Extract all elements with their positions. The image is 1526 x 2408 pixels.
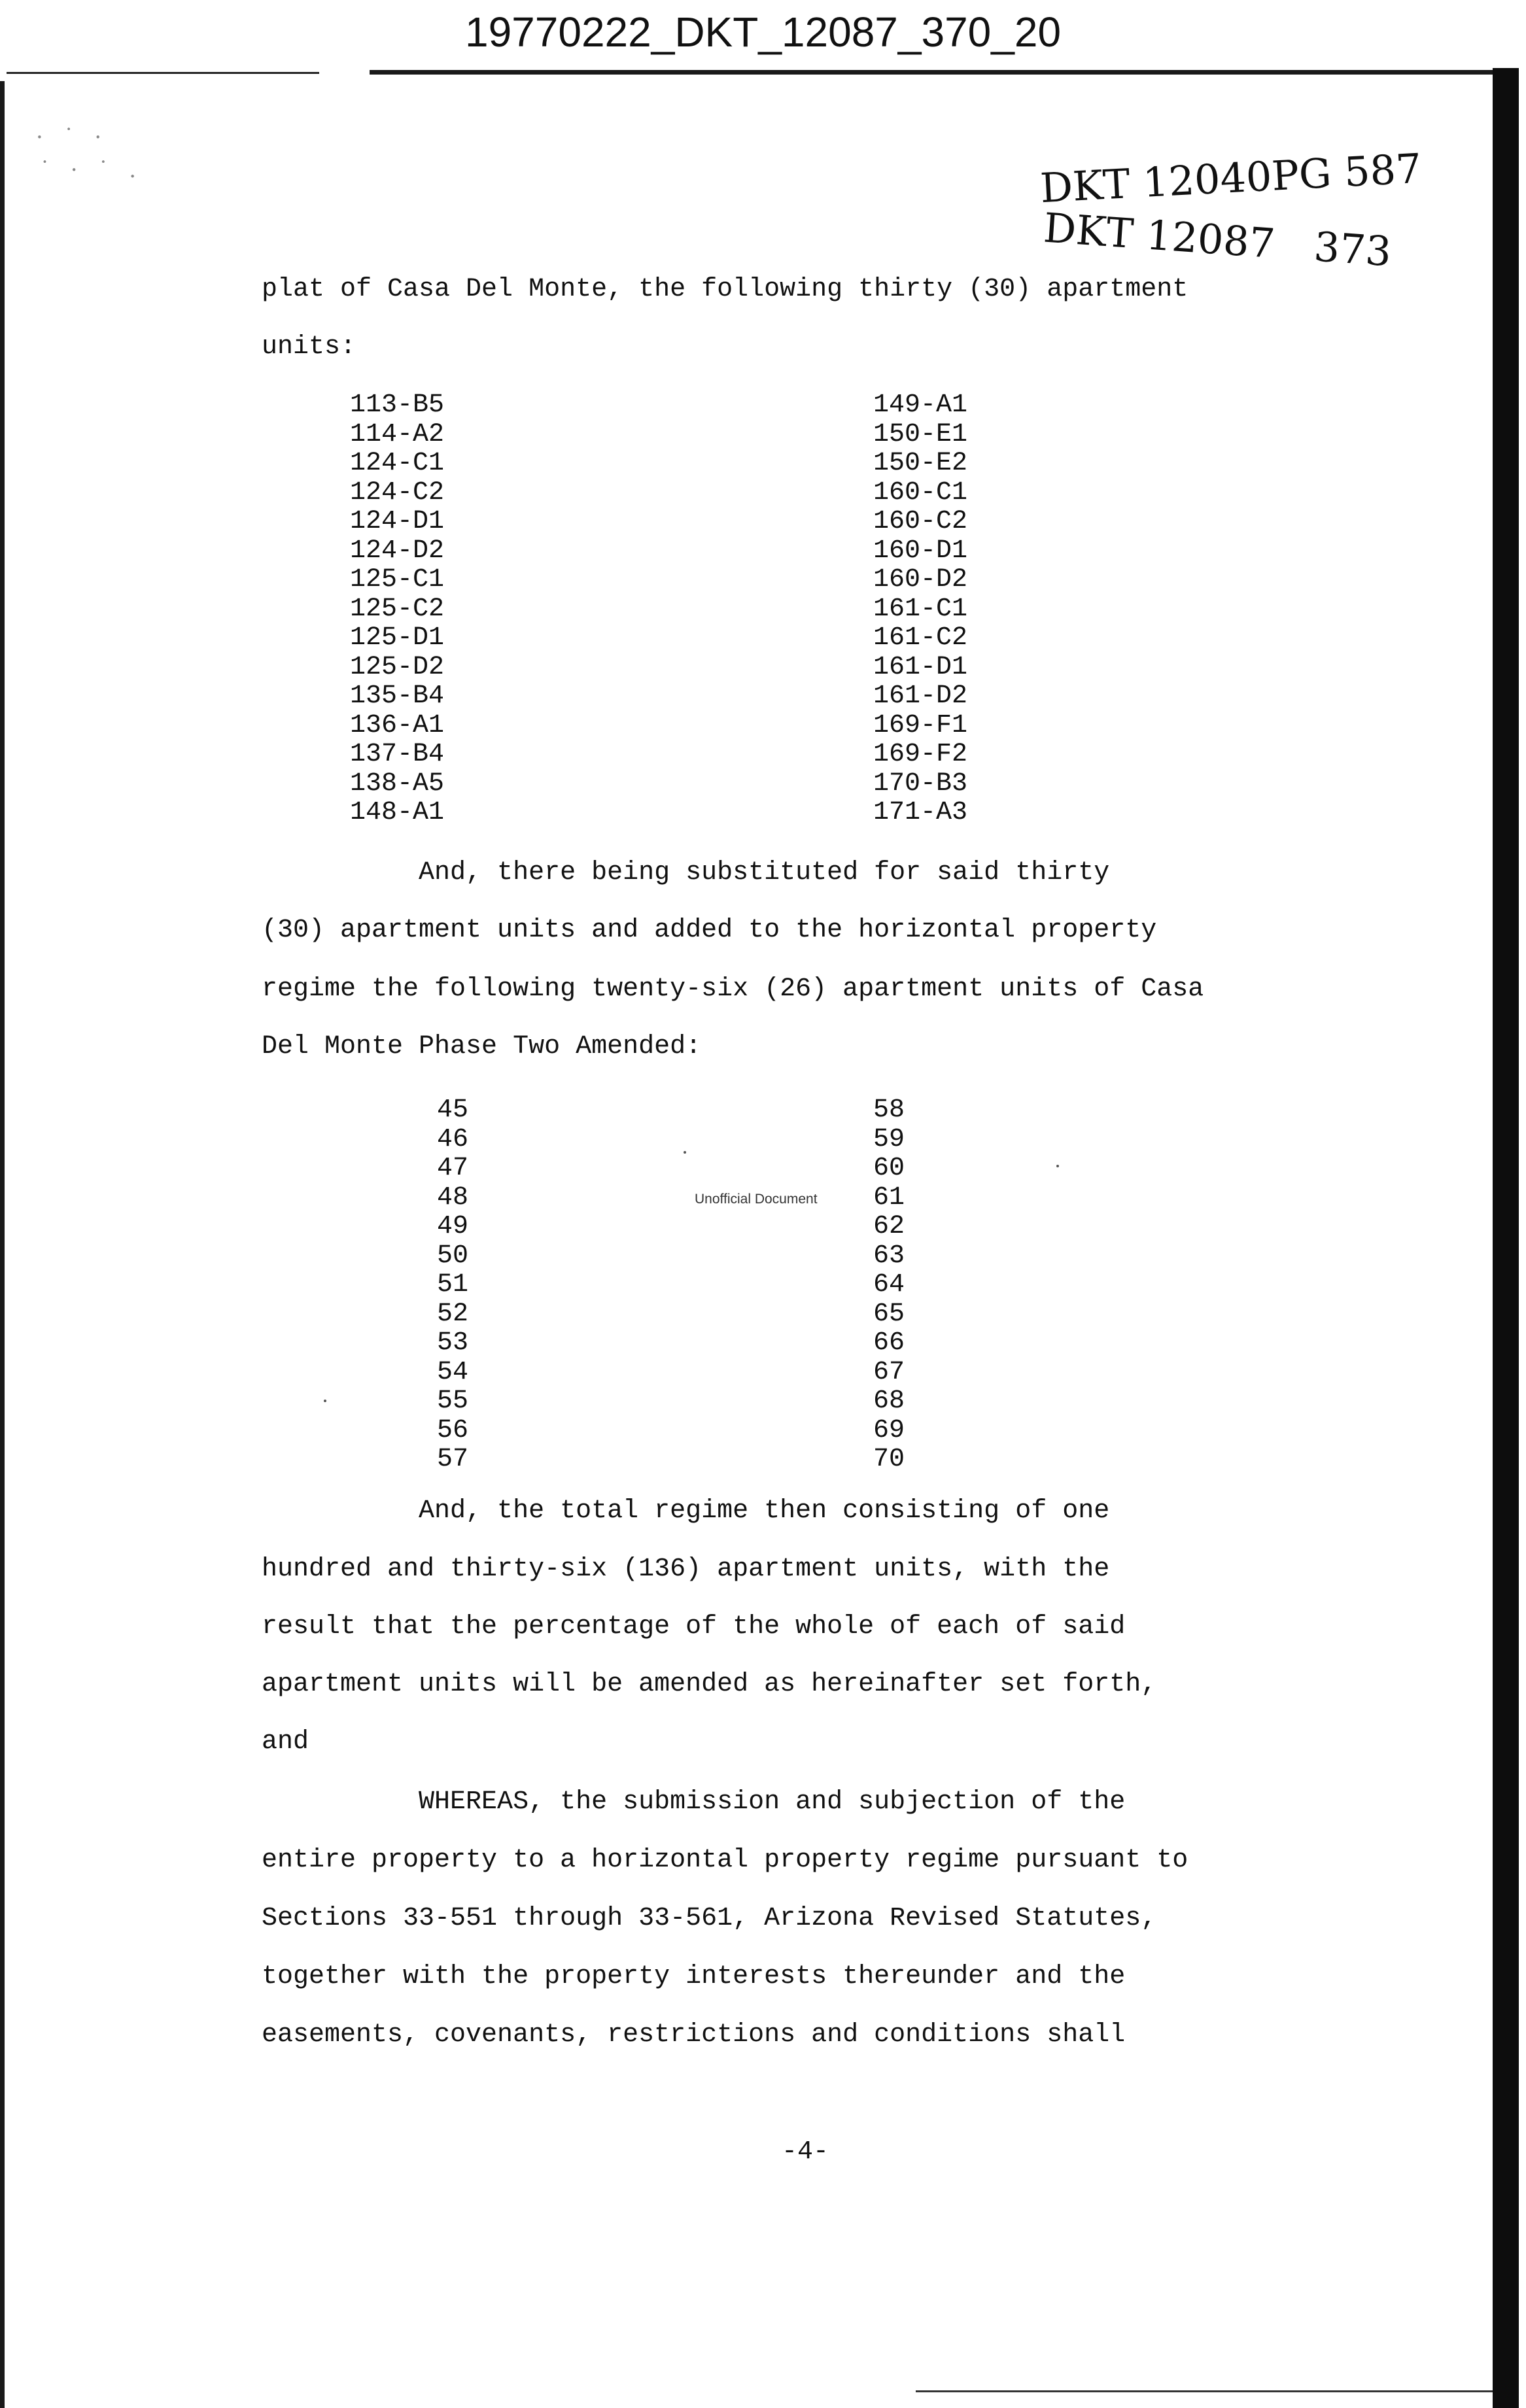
unit-item: 124-D1 <box>350 507 445 536</box>
unit-item: 150-E2 <box>873 449 968 478</box>
unit-item: 48 <box>437 1182 469 1213</box>
paragraph-line: WHEREAS, the submission and subjection of the <box>262 1787 1126 1817</box>
unit-item: 114-A2 <box>350 419 445 449</box>
paragraph-line: together with the property interests thereunder and the <box>262 1962 1126 1991</box>
scan-speck <box>1056 1165 1059 1167</box>
unit-item: 150-E1 <box>873 419 968 449</box>
unit-item: 52 <box>437 1299 469 1329</box>
unit-item: 57 <box>437 1445 469 1474</box>
unit-item: 63 <box>873 1241 905 1271</box>
unit-item: 61 <box>873 1182 905 1213</box>
intro-line: units: <box>262 332 356 362</box>
unit-item: 137-B4 <box>350 740 445 769</box>
unit-item: 67 <box>873 1357 905 1387</box>
unit-item: 45 <box>437 1095 469 1125</box>
scan-smudge: · ˙ · <box>36 124 109 150</box>
unit-item: 125-C1 <box>350 565 445 594</box>
unit-item: 160-C1 <box>873 477 968 507</box>
unit-item: 65 <box>873 1299 905 1329</box>
paragraph-line: easements, covenants, restrictions and conditions shall <box>262 2020 1126 2050</box>
unit-item: 53 <box>437 1328 469 1358</box>
unit-item: 50 <box>437 1241 469 1271</box>
unit-item: 125-C2 <box>350 594 445 624</box>
unit-item: 160-D1 <box>873 536 968 566</box>
scan-speck <box>324 1400 326 1402</box>
paragraph-line: apartment units will be amended as hereinafter set forth, <box>262 1670 1157 1699</box>
unit-item: 47 <box>437 1154 469 1183</box>
page-frame-top-left <box>7 72 319 74</box>
removed-units-right-column <box>873 391 967 828</box>
unit-item: 58 <box>873 1095 905 1125</box>
unit-item: 124-C2 <box>350 477 445 507</box>
unit-item: 160-C2 <box>873 507 968 536</box>
paragraph-line: regime the following twenty-six (26) apartment units of Casa <box>262 974 1204 1004</box>
paragraph-line: And, the total regime then consisting of one <box>262 1496 1110 1526</box>
paragraph-line: and <box>262 1727 309 1757</box>
page-frame-right <box>1493 68 1519 2408</box>
document-id-header: 19770222_DKT_12087_370_20 <box>464 9 1062 56</box>
scan-speck <box>684 1151 686 1154</box>
unit-item: 124-D2 <box>350 536 445 566</box>
unit-item: 148-A1 <box>350 798 445 827</box>
paragraph-line: entire property to a horizontal property regime pursuant to <box>262 1846 1188 1875</box>
unit-item: 170-B3 <box>873 768 968 799</box>
page-number: -4- <box>782 2137 829 2167</box>
docket-page-number: 373 <box>1312 222 1393 276</box>
paragraph-line: (30) apartment units and added to the horizontal property <box>262 916 1157 945</box>
unit-item: 125-D1 <box>350 623 445 653</box>
unit-item: 70 <box>873 1445 905 1474</box>
unit-item: 124-C1 <box>350 449 445 478</box>
unit-item: 136-A1 <box>350 710 445 740</box>
paragraph-line: Sections 33-551 through 33-561, Arizona Revised Statutes, <box>262 1904 1157 1933</box>
unit-item: 169-F2 <box>873 740 968 769</box>
unit-item: 64 <box>873 1270 905 1299</box>
removed-units-left-column <box>350 391 444 828</box>
docket-stamp-bottom <box>1042 204 1393 276</box>
docket-stamp-top: DKT 12040PG 587 <box>1039 144 1423 213</box>
unit-item: 66 <box>873 1328 905 1358</box>
unit-item: 51 <box>437 1270 469 1299</box>
unit-item: 60 <box>873 1154 905 1183</box>
unit-item: 68 <box>873 1386 905 1416</box>
unit-item: 138-A5 <box>350 768 445 799</box>
unofficial-document-watermark: Unofficial Document <box>695 1192 818 1207</box>
added-units-right-column <box>873 1096 905 1475</box>
unit-item: 161-C1 <box>873 594 968 624</box>
unit-item: 55 <box>437 1386 469 1416</box>
unit-item: 56 <box>437 1415 469 1445</box>
intro-line: plat of Casa Del Monte, the following thirty (30) apartment <box>262 275 1188 304</box>
unit-item: 171-A3 <box>873 798 968 827</box>
scan-smudge: ˙ · ˙ . <box>39 157 143 183</box>
unit-item: 69 <box>873 1415 905 1445</box>
added-units-left-column <box>437 1096 468 1475</box>
unit-item: 59 <box>873 1124 905 1154</box>
unit-item: 161-D2 <box>873 681 968 711</box>
unit-item: 54 <box>437 1357 469 1387</box>
page-frame-top <box>370 70 1497 75</box>
page-frame-left <box>0 81 5 2408</box>
page-frame-bottom <box>916 2390 1493 2392</box>
unit-item: 49 <box>437 1212 469 1241</box>
unit-item: 160-D2 <box>873 565 968 594</box>
paragraph-line: And, there being substituted for said thirty <box>262 858 1110 887</box>
unit-item: 46 <box>437 1124 469 1154</box>
paragraph-line: hundred and thirty-six (136) apartment units, with the <box>262 1555 1110 1584</box>
unit-item: 125-D2 <box>350 652 445 682</box>
paragraph-line: result that the percentage of the whole of each of said <box>262 1612 1126 1642</box>
unit-item: 161-D1 <box>873 652 968 682</box>
unit-item: 169-F1 <box>873 710 968 740</box>
unit-item: 62 <box>873 1212 905 1241</box>
docket-number: DKT 12087 <box>1042 203 1277 268</box>
unit-item: 161-C2 <box>873 623 968 653</box>
unit-item: 149-A1 <box>873 390 968 420</box>
unit-item: 135-B4 <box>350 681 445 711</box>
unit-item: 113-B5 <box>350 390 445 420</box>
paragraph-line: Del Monte Phase Two Amended: <box>262 1032 702 1061</box>
